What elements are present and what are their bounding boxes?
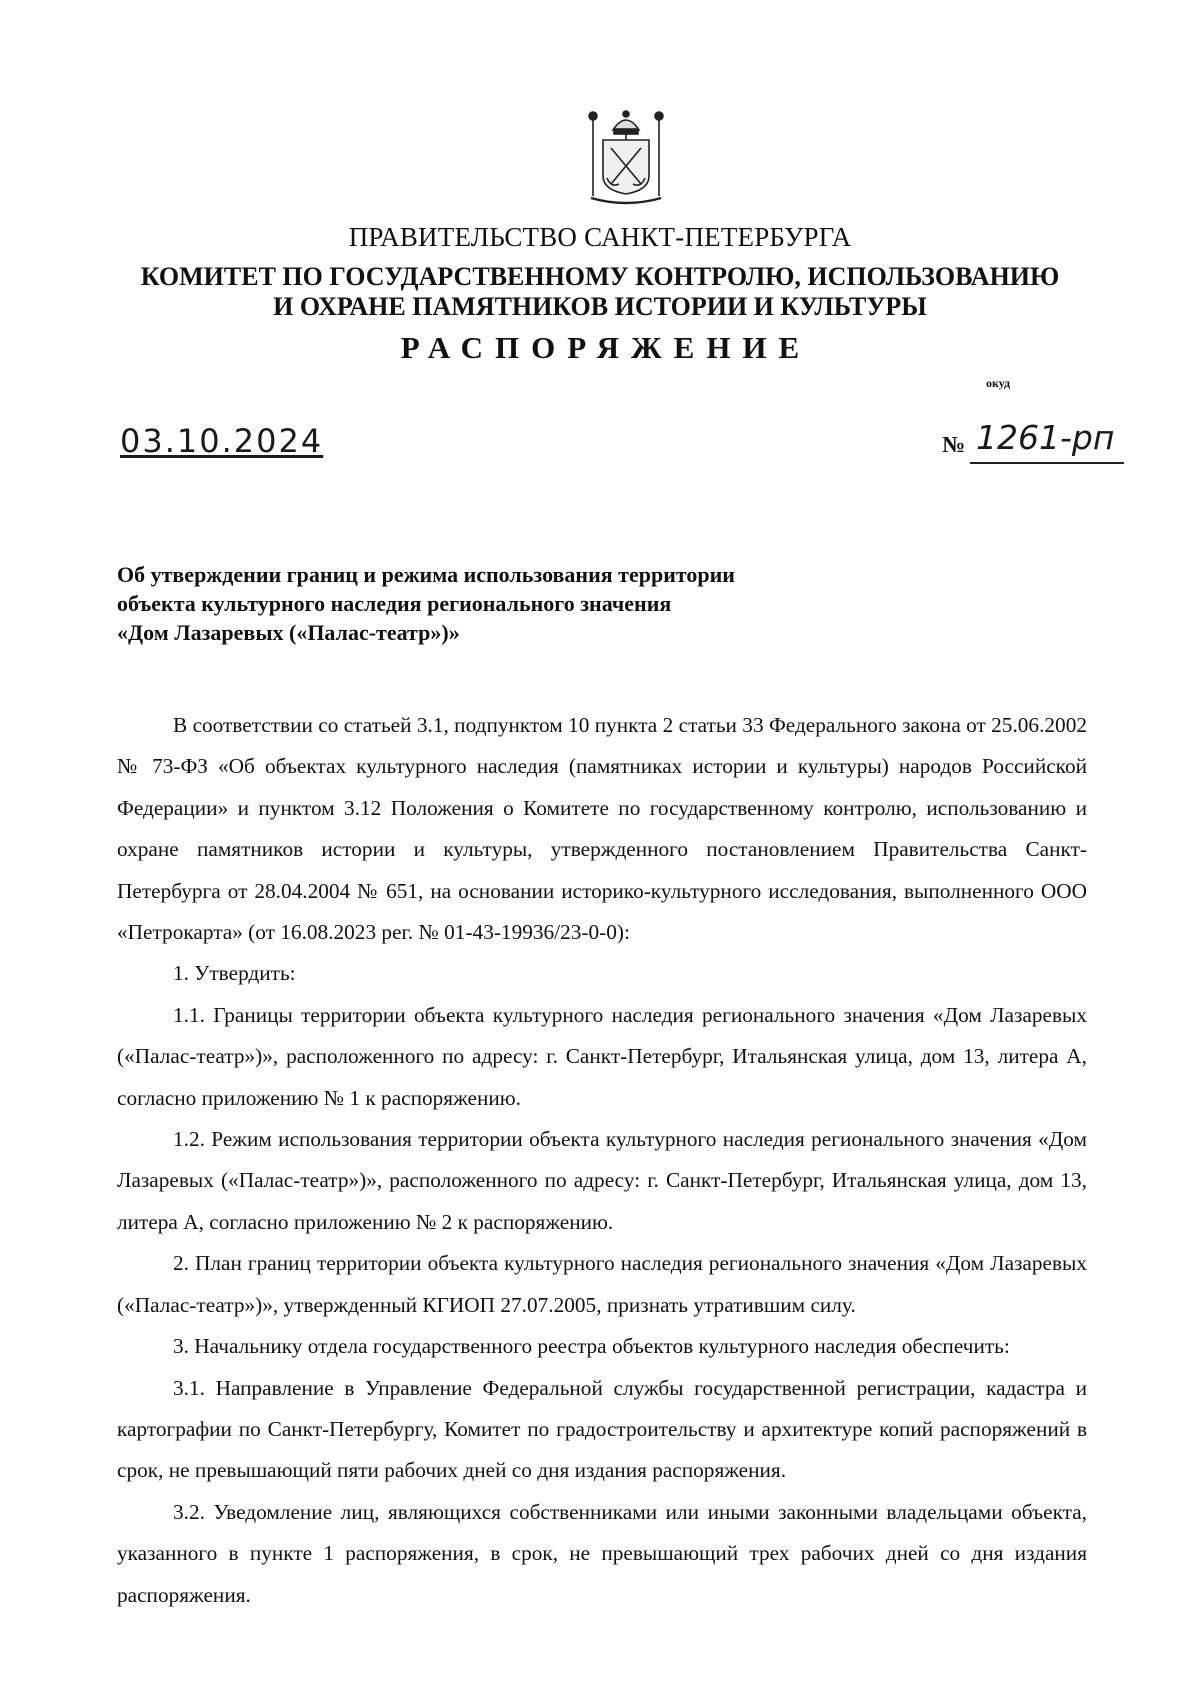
coat-of-arms-icon bbox=[581, 108, 671, 208]
number-underline bbox=[970, 462, 1124, 464]
paragraph-1-1: 1.1. Границы территории объекта культурного наследия регионального значения «Дом Лазаревых («Палас-театр»)», расположенного по адресу: г. Санкт-Петербург, Итальянская улица, дом 13, литера А, согласно приложению № 1 к распоряжению. bbox=[117, 1002, 1087, 1110]
paragraph-3: 3. Начальнику отдела государственного реестра объектов культурного наследия обеспечить: bbox=[173, 1334, 1010, 1359]
okud-label: окуд bbox=[986, 376, 1011, 390]
title-line: «Дом Лазаревых («Палас-театр»)» bbox=[117, 620, 460, 645]
paragraph-2: 2. План границ территории объекта культурного наследия регионального значения «Дом Лазаревых («Палас-театр»)», утвержденный КГИОП 27.07.2005, признать утратившим силу. bbox=[117, 1251, 1087, 1317]
document-body bbox=[117, 705, 1087, 1616]
committee-name-line2: И ОХРАНЕ ПАМЯТНИКОВ ИСТОРИИ И КУЛЬТУРЫ bbox=[273, 292, 927, 321]
paragraph-1-2: 1.2. Режим использования территории объекта культурного наследия регионального значения «Дом Лазаревых («Палас-театр»)», расположенного по адресу: г. Санкт-Петербург, Итальянская улица, дом 13, литера А, согласно приложению № 2 к распоряжению. bbox=[117, 1127, 1087, 1234]
document-title bbox=[117, 560, 877, 647]
government-name: ПРАВИТЕЛЬСТВО САНКТ-ПЕТЕРБУРГА bbox=[348, 222, 852, 252]
document-number: 1261-рп bbox=[976, 418, 1115, 457]
paragraph-1: 1. Утвердить: bbox=[173, 961, 296, 986]
paragraph-3-1: 3.1. Направление в Управление Федеральной службы государственной регистрации, кадастра и картографии по Санкт-Петербургу, Комитет по градостроительству и архитектуре копий распоряжений в срок, не превышающий пяти рабочих дней со дня издания распоряжения. bbox=[117, 1375, 1087, 1483]
document-type: РАСПОРЯЖЕНИЕ bbox=[400, 330, 812, 365]
title-line: Об утверждении границ и режима использования территории bbox=[117, 562, 735, 587]
committee-name-line1: КОМИТЕТ ПО ГОСУДАРСТВЕННОМУ КОНТРОЛЮ, ИСПОЛЬЗОВАНИЮ bbox=[140, 262, 1060, 291]
paragraph-3-2: 3.2. Уведомление лиц, являющихся собственниками или иными законными владельцами объекта, указанного в пункте 1 распоряжения, в срок, не превышающий трех рабочих дней со дня издания распоряжения. bbox=[117, 1499, 1087, 1607]
document-date: 03.10.2024 bbox=[120, 422, 324, 460]
title-line: объекта культурного наследия регионального значения bbox=[117, 591, 672, 616]
number-sign: № bbox=[942, 432, 966, 457]
paragraph-preamble: В соответствии со статьей 3.1, подпунктом 10 пункта 2 статьи 33 Федерального закона от 25.06.2002 № 73-ФЗ «Об объектах культурного наследия (памятниках истории и культуры) народов Российской Федерации» и пунктом 3.12 Положения о Комитете по государственному контролю, использованию и охране памятников истории и культуры, утвержденного постановлением Правительства Санкт-Петербурга от 28.04.2004 № 651, на основании историко-культурного исследования, выполненного ООО «Петрокарта» (от 16.08.2023 рег. № 01-43-19936/23-0-0): bbox=[117, 713, 1087, 945]
